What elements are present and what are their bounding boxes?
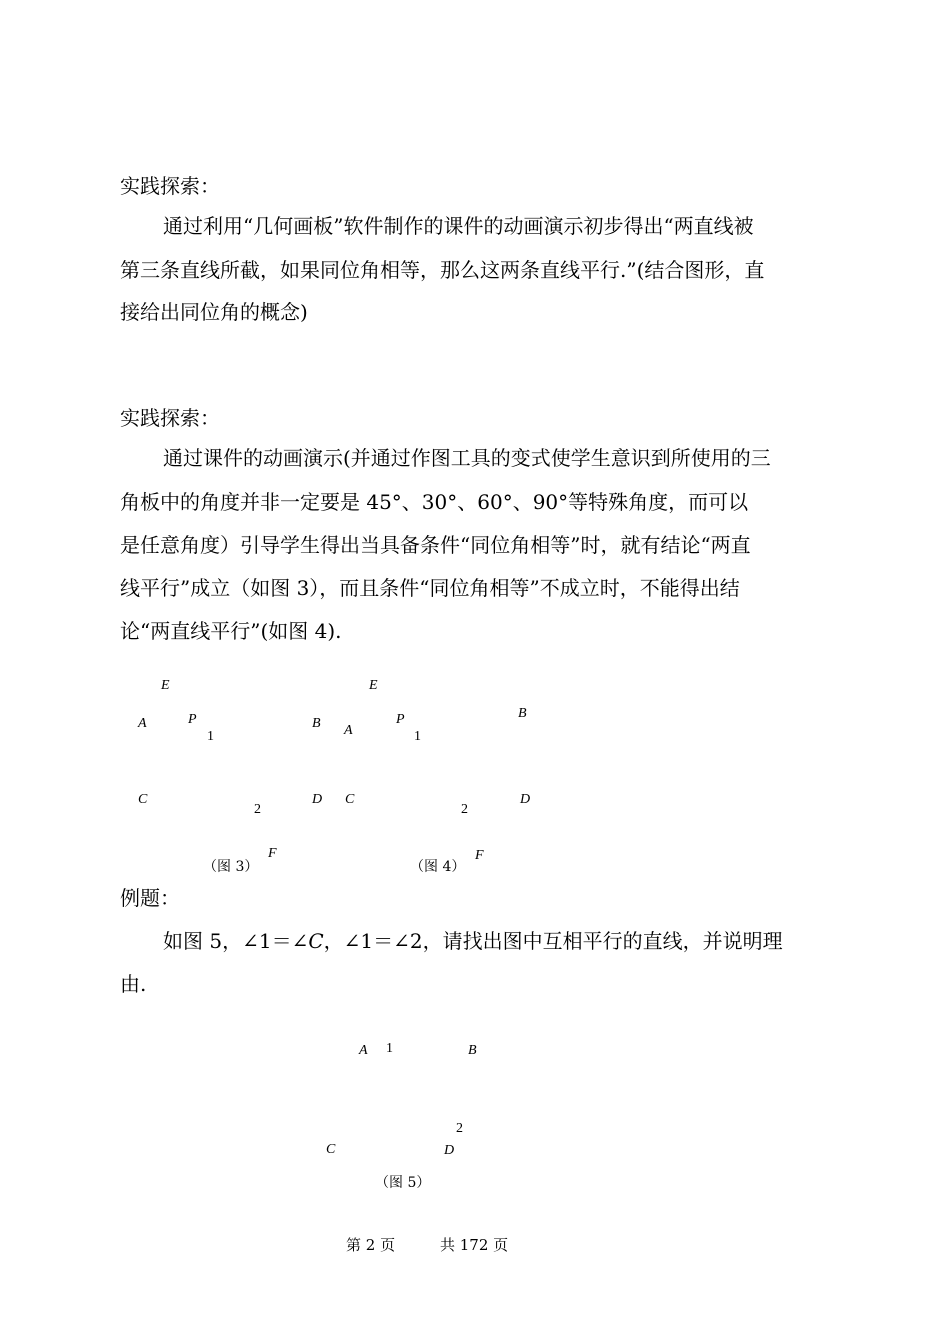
section2-para-line-2: 角板中的角度并非一定要是 45°、30°、60°、90°等特殊角度，而可以 [120,490,749,514]
fig4-angle-2: 2 [461,802,468,817]
fig4-label-c: C [345,792,355,807]
fig3-label-e: E [161,678,170,693]
section2-para-line-3: 是任意角度）引导学生得出当具备条件“同位角相等”时，就有结论“两直 [120,533,751,557]
example-line-1-post: ，∠1＝∠2，请找出图中互相平行的直线，并说明理 [323,929,783,953]
example-line-2: 由. [120,972,147,996]
fig5-caption: （图 5） [375,1175,431,1191]
example-line-1 [163,927,832,955]
fig3-angle-1: 1 [207,729,214,744]
fig5-angle-1: 1 [386,1041,393,1056]
section1-heading: 实践探索： [120,174,220,198]
example-line-1-pre: 如图 5，∠1＝∠ [163,929,309,953]
fig4-angle-1: 1 [414,729,421,744]
footer-total-pages: 共 172 页 [440,1236,509,1254]
fig5-label-d: D [444,1143,455,1158]
fig4-caption: （图 4） [410,859,466,875]
fig4-label-b: B [518,706,527,721]
section2-para-line-4: 线平行”成立（如图 3），而且条件“同位角相等”不成立时，不能得出结 [120,576,740,600]
fig4-label-p: P [396,712,405,727]
section1-para-line-1: 通过利用“几何画板”软件制作的课件的动画演示初步得出“两直线被 [163,214,754,238]
section2-para-line-5: 论“两直线平行”(如图 4). [120,619,342,643]
example-heading: 例题： [120,886,180,910]
section1-para-line-2: 第三条直线所截，如果同位角相等，那么这两条直线平行.”(结合图形，直 [120,258,765,282]
fig3-caption: （图 3） [203,859,259,875]
section1-para-line-3: 接给出同位角的概念) [120,300,308,324]
fig5-label-c: C [326,1142,336,1157]
example-line-1-c: C [308,929,324,953]
fig3-label-c: C [138,792,148,807]
fig3-label-p: P [188,712,197,727]
fig4-label-d: D [520,792,531,807]
fig3-label-f: F [268,846,277,861]
fig5-label-b: B [468,1043,477,1058]
fig4-label-e: E [369,678,378,693]
fig3-label-a: A [138,716,147,731]
fig4-label-a: A [344,723,353,738]
footer-page-number: 第 2 页 [346,1236,396,1254]
fig3-label-b: B [312,716,321,731]
section2-para-line-1: 通过课件的动画演示(并通过作图工具的变式使学生意识到所使用的三 [163,446,771,470]
fig3-label-d: D [312,792,323,807]
fig5-label-a: A [359,1043,368,1058]
fig3-angle-2: 2 [254,802,261,817]
fig4-label-f: F [475,848,484,863]
fig5-angle-2: 2 [456,1121,463,1136]
section2-heading: 实践探索： [120,406,220,430]
